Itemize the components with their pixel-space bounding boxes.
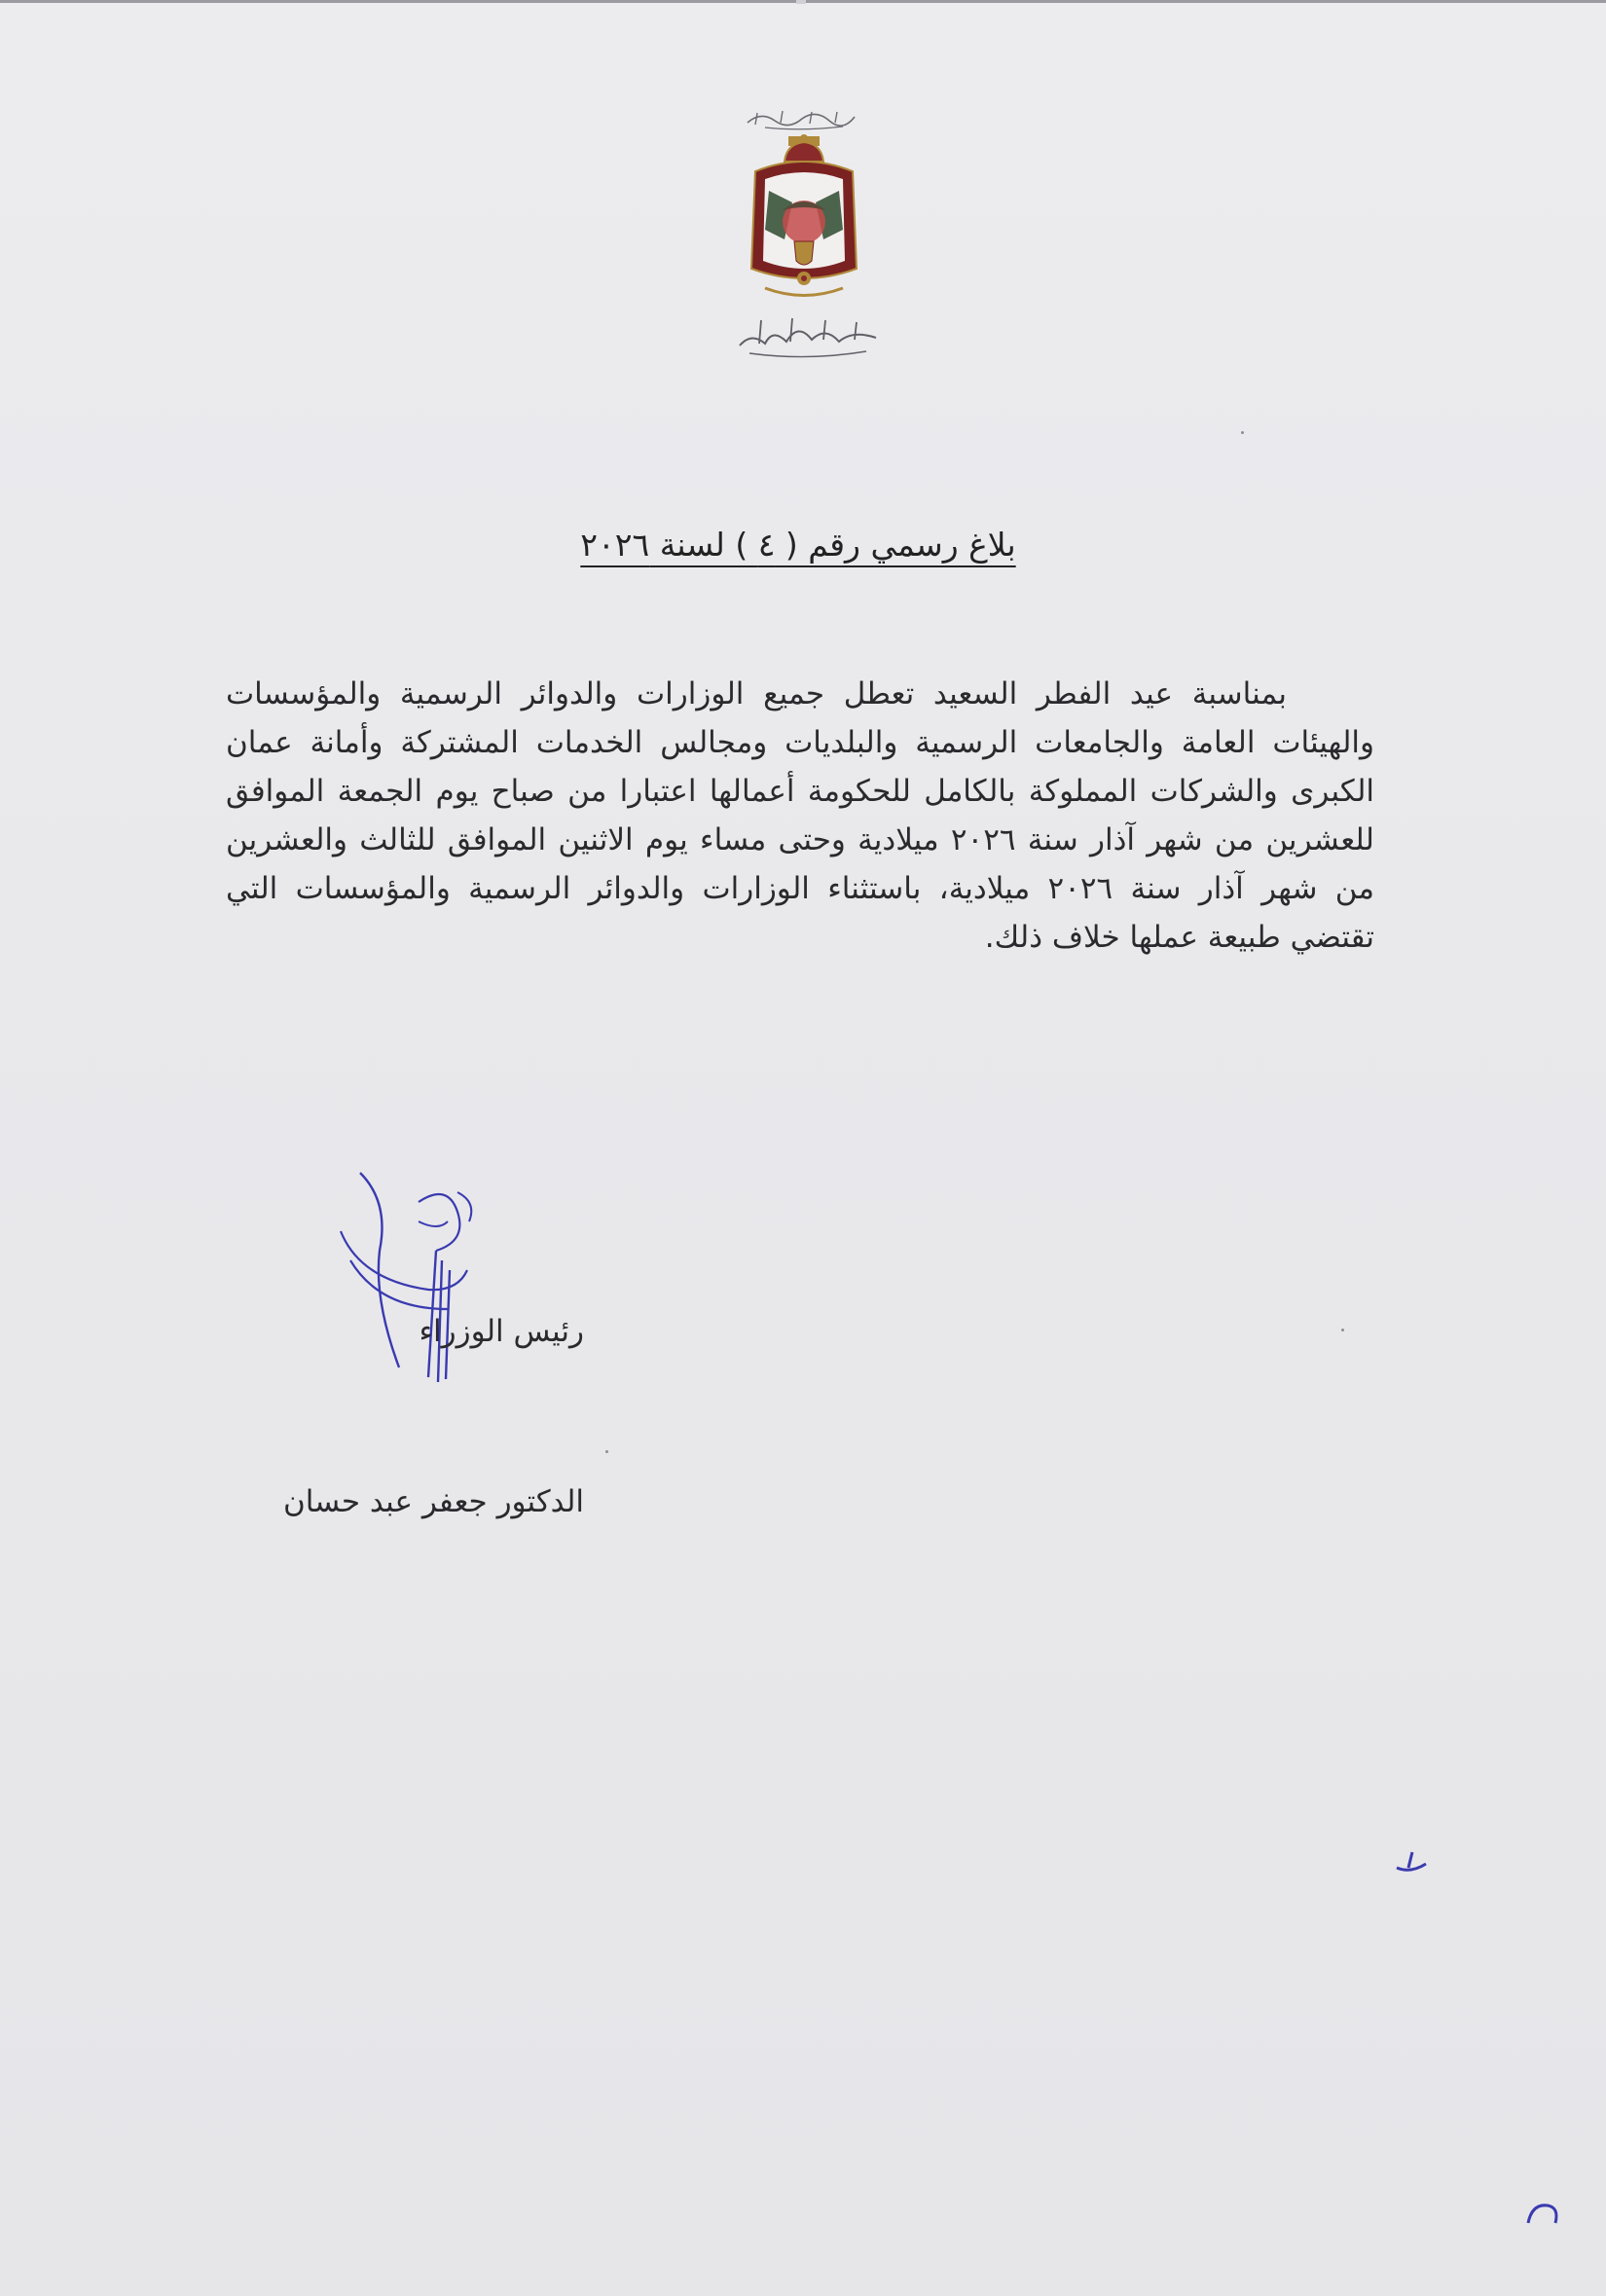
basmala-calligraphy (742, 103, 858, 132)
page-number-handwritten (1518, 2190, 1567, 2239)
signatory-name: الدكتور جعفر عبد حسان (282, 1484, 584, 1519)
scan-notch (796, 0, 806, 4)
signatory-title: رئيس الوزراء (419, 1314, 584, 1349)
scan-speck (605, 1450, 608, 1453)
scan-speck (1341, 1329, 1344, 1331)
document-title: بلاغ رسمي رقم ( ٤ ) لسنة ٢٠٢٦ (580, 526, 1016, 564)
coat-of-arms-emblem (736, 132, 872, 308)
handwritten-mark (1387, 1844, 1436, 1883)
letterhead (701, 97, 905, 380)
scan-speck (1241, 431, 1244, 434)
office-name-calligraphy (730, 307, 886, 365)
announcement-body-text: بمناسبة عيد الفطر السعيد تعطل جميع الوزارات والدوائر الرسمية والمؤسسات والهيئات العامة والجامعات الرسمية والبلديات ومجالس الخدمات المشتركة وأمانة عمان الكبرى والشركات المملوكة بالكامل للحكومة أعمالها اعتبارا من صباح يوم الجمعة الموافق للعشرين من شهر آذار سنة ٢٠٢٦ ميلادية وحتى مساء يوم الاثنين الموافق للثالث والعشرين من شهر آذار سنة ٢٠٢٦ ميلادية، باستثناء الوزارات والدوائر الرسمية والمؤسسات التي تقتضي طبيعة عملها خلاف ذلك. (226, 676, 1375, 955)
announcement-body (226, 670, 1374, 1020)
